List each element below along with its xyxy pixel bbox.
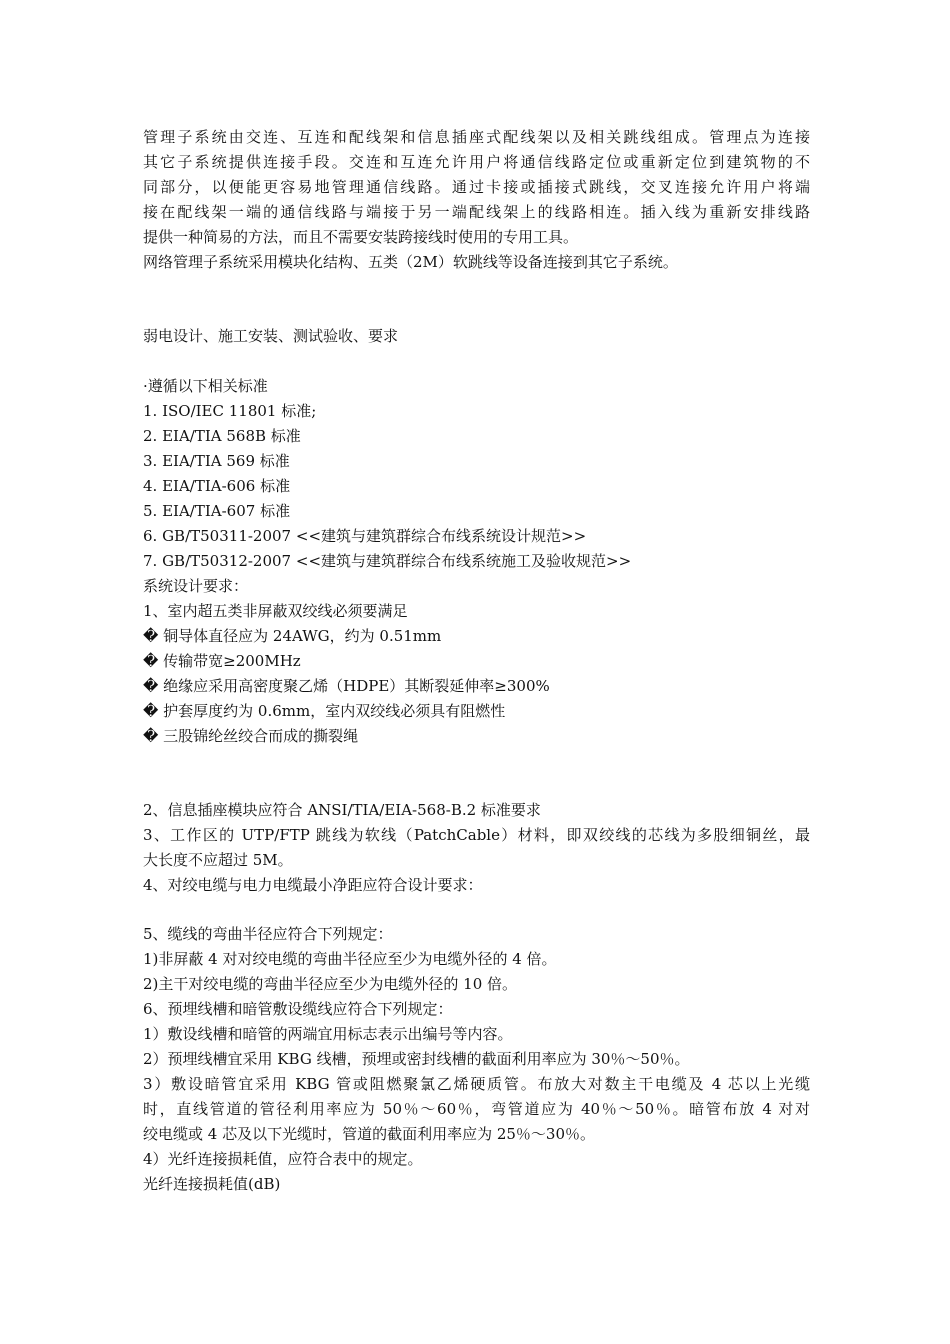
sub-item: 2)主干对绞电缆的弯曲半径应至少为电缆外径的 10 倍。: [143, 975, 518, 993]
standard-item: 6. GB/T50311-2007 <<建筑与建筑群综合布线系统设计规范>>: [143, 526, 587, 545]
blank-line: [143, 749, 810, 774]
blank-line: [143, 275, 810, 300]
standards-heading: ·遵循以下相关标准: [143, 376, 268, 395]
intro-paragraph: [143, 125, 810, 250]
bullet-item: � 护套厚度约为 0.6mm，室内双绞线必须具有阻燃性: [143, 701, 506, 720]
section-heading: 弱电设计、施工安装、测试验收、要求: [143, 327, 399, 345]
table-caption: 光纤连接损耗值(dB): [143, 1175, 281, 1193]
sub-item: 3）敷设暗管宜采用 KBG 管或阻燃聚氯乙烯硬质管。布放大对数主干电缆及 4 芯以上光缆: [143, 1075, 810, 1093]
bullet-item: � 传输带宽≥200MHz: [143, 651, 301, 670]
network-management-paragraph: 网络管理子系统采用模块化结构、五类（2M）软跳线等设备连接到其它子系统。: [143, 253, 678, 271]
requirement-item: 5、缆线的弯曲半径应符合下列规定：: [143, 925, 393, 943]
blank-line: [143, 300, 810, 325]
sub-item: 1）敷设线槽和暗管的两端宜用标志表示出编号等内容。: [143, 1025, 513, 1043]
text-line: 接在配线架一端的通信线路与端接于另一端配线架上的线路相连。插入线为重新安排线路: [143, 203, 810, 221]
standard-item: 4. EIA/TIA-606 标准: [143, 476, 291, 495]
blank-line: [143, 773, 810, 798]
requirement-item: 4、对绞电缆与电力电缆最小净距应符合设计要求：: [143, 875, 483, 894]
sub-item: 4）光纤连接损耗值，应符合表中的规定。: [143, 1150, 423, 1168]
sub-item-continued: 绞电缆或 4 芯及以下光缆时，管道的截面利用率应为 25％～30％。: [143, 1125, 596, 1143]
blank-line: [143, 898, 810, 923]
text-line: 其它子系统提供连接手段。交连和互连允许用户将通信线路定位或重新定位到建筑物的不: [143, 153, 810, 171]
design-heading: 系统设计要求：: [143, 576, 249, 595]
standards-list: [143, 374, 810, 574]
text-line: 管理子系统由交连、互连和配线架和信息插座式配线架以及相关跳线组成。管理点为连接: [143, 128, 810, 146]
standard-item: 2. EIA/TIA 568B 标准: [143, 426, 301, 445]
requirement-item: 6、预埋线槽和暗管敷设缆线应符合下列规定：: [143, 1000, 453, 1018]
standard-item: 5. EIA/TIA-607 标准: [143, 501, 291, 520]
bullet-item: � 铜导体直径应为 24AWG，约为 0.51mm: [143, 626, 442, 645]
design-requirements: [143, 574, 810, 1198]
standard-item: 1. ISO/IEC 11801 标准;: [143, 401, 317, 420]
text-line: 同部分，以便能更容易地管理通信线路。通过卡接或插接式跳线，交叉连接允许用户将端: [143, 178, 810, 196]
requirement-item: 2、信息插座模块应符合 ANSI/TIA/EIA-568-B.2 标准要求: [143, 800, 541, 819]
standard-item: 7. GB/T50312-2007 <<建筑与建筑群综合布线系统施工及验收规范>>: [143, 551, 632, 570]
sub-item: 1)非屏蔽 4 对对绞电缆的弯曲半径应至少为电缆外径的 4 倍。: [143, 950, 557, 968]
requirement-item: 3、工作区的 UTP/FTP 跳线为软线（PatchCable）材料，即双绞线的芯线为多股细铜丝，最: [143, 825, 810, 844]
requirement-item: 1、室内超五类非屏蔽双绞线必须要满足: [143, 601, 408, 620]
sub-item-continued: 时，直线管道的管径利用率应为 50％～60％，弯管道应为 40％～50％。暗管布放 4 对对: [143, 1100, 810, 1118]
blank-line: [143, 349, 810, 374]
document-page: [143, 125, 810, 1197]
requirement-item-continued: 大长度不应超过 5M。: [143, 850, 293, 869]
sub-item: 2）预埋线槽宜采用 KBG 线槽，预埋或密封线槽的截面利用率应为 30％～50％。: [143, 1050, 690, 1068]
bullet-item: � 绝缘应采用高密度聚乙烯（HDPE）其断裂延伸率≥300%: [143, 676, 550, 695]
standard-item: 3. EIA/TIA 569 标准: [143, 451, 290, 470]
bullet-item: � 三股锦纶丝绞合而成的撕裂绳: [143, 726, 359, 745]
text-line: 提供一种简易的方法，而且不需要安装跨接线时使用的专用工具。: [143, 228, 579, 246]
